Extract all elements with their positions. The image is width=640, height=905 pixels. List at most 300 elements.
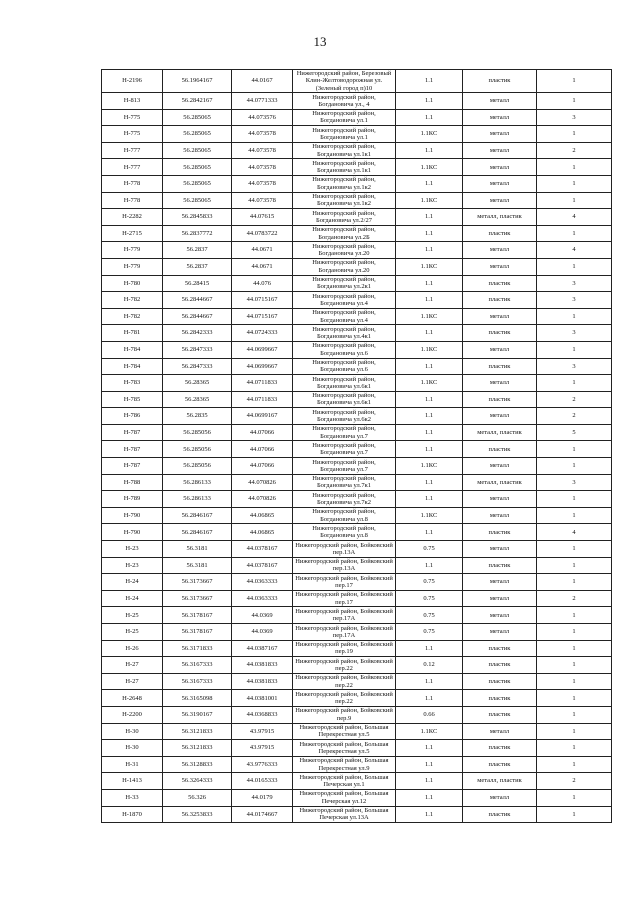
- material-cell: металл: [463, 507, 537, 524]
- site-id-cell: Н-790: [102, 507, 163, 524]
- table-row: [102, 524, 612, 541]
- count-cell: 1: [537, 175, 612, 192]
- address-cell: Нижегородский район, Богдановича ул.7: [293, 424, 396, 441]
- address-cell: Нижегородский район, Бойковский пер.13А: [293, 557, 396, 574]
- longitude-cell: 44.0381833: [232, 657, 293, 674]
- latitude-cell: 56.285056: [163, 441, 232, 458]
- address-cell: Нижегородский район, Богдановича ул.8: [293, 524, 396, 541]
- volume-cell: 0.75: [396, 541, 463, 558]
- count-cell: 1: [537, 607, 612, 624]
- material-cell: металл: [463, 175, 537, 192]
- latitude-cell: 56.3173667: [163, 574, 232, 591]
- latitude-cell: 56.285065: [163, 159, 232, 176]
- table-row: [102, 70, 612, 93]
- count-cell: 4: [537, 242, 612, 259]
- count-cell: 1: [537, 789, 612, 806]
- site-id-cell: Н-786: [102, 408, 163, 425]
- material-cell: пластик: [463, 640, 537, 657]
- volume-cell: 1.1: [396, 524, 463, 541]
- address-cell: Нижегородский район, Бойковский пер.22: [293, 657, 396, 674]
- count-cell: 1: [537, 507, 612, 524]
- material-cell: пластик: [463, 557, 537, 574]
- longitude-cell: 44.0724333: [232, 325, 293, 342]
- volume-cell: 1.1: [396, 474, 463, 491]
- volume-cell: 1.1: [396, 292, 463, 309]
- volume-cell: 1.1КС: [396, 126, 463, 143]
- table-row: [102, 706, 612, 723]
- site-id-cell: Н-783: [102, 375, 163, 392]
- longitude-cell: 44.0368833: [232, 706, 293, 723]
- latitude-cell: 56.285056: [163, 458, 232, 475]
- longitude-cell: 44.0179: [232, 789, 293, 806]
- volume-cell: 1.1КС: [396, 308, 463, 325]
- latitude-cell: 56.3181: [163, 541, 232, 558]
- volume-cell: 0.75: [396, 574, 463, 591]
- site-id-cell: Н-787: [102, 424, 163, 441]
- address-cell: Нижегородский район, Богдановича ул.1к2: [293, 175, 396, 192]
- material-cell: металл: [463, 109, 537, 126]
- material-cell: пластик: [463, 706, 537, 723]
- longitude-cell: 44.0715167: [232, 292, 293, 309]
- table-row: [102, 806, 612, 823]
- material-cell: металл: [463, 574, 537, 591]
- count-cell: 1: [537, 491, 612, 508]
- count-cell: 3: [537, 325, 612, 342]
- site-id-cell: Н-775: [102, 109, 163, 126]
- site-id-cell: Н-2282: [102, 209, 163, 226]
- latitude-cell: 56.3121833: [163, 740, 232, 757]
- table-row: [102, 109, 612, 126]
- volume-cell: 1.1: [396, 70, 463, 93]
- table-row: [102, 557, 612, 574]
- address-cell: Нижегородский район, Богдановича ул.4: [293, 308, 396, 325]
- latitude-cell: 56.2844667: [163, 308, 232, 325]
- address-cell: Нижегородский район, Богдановича ул.6: [293, 341, 396, 358]
- table-row: [102, 424, 612, 441]
- table-row: [102, 93, 612, 110]
- longitude-cell: 43.97915: [232, 723, 293, 740]
- volume-cell: 1.1: [396, 175, 463, 192]
- address-cell: Нижегородский район, Богдановича ул., 4: [293, 93, 396, 110]
- longitude-cell: 44.06865: [232, 507, 293, 524]
- table-row: [102, 673, 612, 690]
- count-cell: 2: [537, 408, 612, 425]
- count-cell: 4: [537, 209, 612, 226]
- table-row: [102, 391, 612, 408]
- material-cell: пластик: [463, 524, 537, 541]
- latitude-cell: 56.28365: [163, 375, 232, 392]
- site-id-cell: Н-784: [102, 358, 163, 375]
- container-sites-table: [101, 69, 612, 823]
- address-cell: Нижегородский район, Богдановича ул.4: [293, 292, 396, 309]
- latitude-cell: 56.286133: [163, 474, 232, 491]
- longitude-cell: 44.0167: [232, 70, 293, 93]
- address-cell: Нижегородский район, Богдановича ул.6к2: [293, 408, 396, 425]
- volume-cell: 1.1: [396, 408, 463, 425]
- latitude-cell: 56.28365: [163, 391, 232, 408]
- longitude-cell: 44.0387167: [232, 640, 293, 657]
- volume-cell: 1.1: [396, 756, 463, 773]
- longitude-cell: 44.073578: [232, 159, 293, 176]
- table-row: [102, 640, 612, 657]
- latitude-cell: 56.3190167: [163, 706, 232, 723]
- count-cell: 1: [537, 706, 612, 723]
- latitude-cell: 56.2837: [163, 258, 232, 275]
- latitude-cell: 56.3167333: [163, 657, 232, 674]
- site-id-cell: Н-787: [102, 458, 163, 475]
- latitude-cell: 56.2845833: [163, 209, 232, 226]
- material-cell: металл: [463, 142, 537, 159]
- latitude-cell: 56.285065: [163, 142, 232, 159]
- longitude-cell: 44.070826: [232, 491, 293, 508]
- volume-cell: 1.1: [396, 690, 463, 707]
- volume-cell: 1.1: [396, 209, 463, 226]
- address-cell: Нижегородский район, Богдановича ул.20: [293, 258, 396, 275]
- address-cell: Нижегородский район, Бойковский пер.13А: [293, 541, 396, 558]
- site-id-cell: Н-778: [102, 175, 163, 192]
- volume-cell: 1.1: [396, 142, 463, 159]
- volume-cell: 1.1КС: [396, 375, 463, 392]
- address-cell: Нижегородский район, Бойковский пер.9: [293, 706, 396, 723]
- address-cell: Нижегородский район, Богдановича ул.6к1: [293, 375, 396, 392]
- address-cell: Нижегородский район, Богдановича ул.6: [293, 358, 396, 375]
- volume-cell: 1.1: [396, 275, 463, 292]
- address-cell: Нижегородский район, Богдановича ул.2к1: [293, 275, 396, 292]
- table-row: [102, 175, 612, 192]
- table-row: [102, 225, 612, 242]
- volume-cell: 0.75: [396, 624, 463, 641]
- latitude-cell: 56.2847333: [163, 358, 232, 375]
- table-row: [102, 740, 612, 757]
- count-cell: 5: [537, 424, 612, 441]
- volume-cell: 0.66: [396, 706, 463, 723]
- table-row: [102, 657, 612, 674]
- material-cell: пластик: [463, 358, 537, 375]
- table-row: [102, 607, 612, 624]
- material-cell: металл: [463, 93, 537, 110]
- material-cell: пластик: [463, 292, 537, 309]
- volume-cell: 1.1КС: [396, 341, 463, 358]
- latitude-cell: 56.285065: [163, 126, 232, 143]
- count-cell: 1: [537, 159, 612, 176]
- count-cell: 1: [537, 806, 612, 823]
- latitude-cell: 56.3178167: [163, 624, 232, 641]
- latitude-cell: 56.3181: [163, 557, 232, 574]
- count-cell: 1: [537, 541, 612, 558]
- material-cell: пластик: [463, 740, 537, 757]
- longitude-cell: 44.0363333: [232, 574, 293, 591]
- latitude-cell: 56.3128833: [163, 756, 232, 773]
- volume-cell: 1.1КС: [396, 458, 463, 475]
- longitude-cell: 43.9776333: [232, 756, 293, 773]
- longitude-cell: 44.070826: [232, 474, 293, 491]
- latitude-cell: 56.2835: [163, 408, 232, 425]
- longitude-cell: 44.0711833: [232, 375, 293, 392]
- count-cell: 1: [537, 93, 612, 110]
- longitude-cell: 44.0378167: [232, 541, 293, 558]
- material-cell: металл: [463, 126, 537, 143]
- material-cell: металл: [463, 258, 537, 275]
- table-row: [102, 773, 612, 790]
- address-cell: Нижегородский район, Богдановича ул.8: [293, 507, 396, 524]
- site-id-cell: Н-24: [102, 590, 163, 607]
- volume-cell: 1.1: [396, 242, 463, 259]
- material-cell: металл: [463, 491, 537, 508]
- longitude-cell: 44.076: [232, 275, 293, 292]
- volume-cell: 1.1: [396, 673, 463, 690]
- count-cell: 1: [537, 192, 612, 209]
- address-cell: Нижегородский район, Большая Перекрестная ул.5: [293, 740, 396, 757]
- longitude-cell: 44.073578: [232, 175, 293, 192]
- table-row: [102, 441, 612, 458]
- longitude-cell: 44.0771333: [232, 93, 293, 110]
- site-id-cell: Н-782: [102, 292, 163, 309]
- table-row: [102, 541, 612, 558]
- address-cell: Нижегородский район, Богдановича ул.1к1: [293, 142, 396, 159]
- site-id-cell: Н-781: [102, 325, 163, 342]
- material-cell: металл, пластик: [463, 773, 537, 790]
- address-cell: Нижегородский район, Бойковский пер.17: [293, 574, 396, 591]
- table-row: [102, 624, 612, 641]
- site-id-cell: Н-777: [102, 142, 163, 159]
- volume-cell: 1.1: [396, 93, 463, 110]
- material-cell: пластик: [463, 225, 537, 242]
- material-cell: пластик: [463, 70, 537, 93]
- count-cell: 3: [537, 292, 612, 309]
- volume-cell: 1.1: [396, 225, 463, 242]
- address-cell: Нижегородский район, Богдановича ул.1к2: [293, 192, 396, 209]
- address-cell: Нижегородский район, Богдановича ул.4к1: [293, 325, 396, 342]
- latitude-cell: 56.3173667: [163, 590, 232, 607]
- material-cell: металл, пластик: [463, 424, 537, 441]
- material-cell: металл: [463, 789, 537, 806]
- site-id-cell: Н-23: [102, 541, 163, 558]
- table-row: [102, 308, 612, 325]
- volume-cell: 1.1КС: [396, 723, 463, 740]
- longitude-cell: 44.07066: [232, 441, 293, 458]
- address-cell: Нижегородский район, Богдановича ул.7: [293, 441, 396, 458]
- longitude-cell: 44.0174667: [232, 806, 293, 823]
- latitude-cell: 56.2837772: [163, 225, 232, 242]
- count-cell: 1: [537, 756, 612, 773]
- count-cell: 1: [537, 690, 612, 707]
- site-id-cell: Н-1413: [102, 773, 163, 790]
- latitude-cell: 56.326: [163, 789, 232, 806]
- site-id-cell: Н-790: [102, 524, 163, 541]
- material-cell: металл: [463, 341, 537, 358]
- site-id-cell: Н-2200: [102, 706, 163, 723]
- latitude-cell: 56.3171833: [163, 640, 232, 657]
- material-cell: металл: [463, 458, 537, 475]
- table-row: [102, 491, 612, 508]
- material-cell: пластик: [463, 441, 537, 458]
- material-cell: металл: [463, 607, 537, 624]
- site-id-cell: Н-30: [102, 723, 163, 740]
- volume-cell: 1.1: [396, 773, 463, 790]
- latitude-cell: 56.28415: [163, 275, 232, 292]
- count-cell: 1: [537, 126, 612, 143]
- count-cell: 3: [537, 109, 612, 126]
- site-id-cell: Н-2196: [102, 70, 163, 93]
- table-body: [102, 70, 612, 823]
- table-row: [102, 159, 612, 176]
- address-cell: Нижегородский район, Богдановича ул.2Б: [293, 225, 396, 242]
- longitude-cell: 44.0369: [232, 624, 293, 641]
- material-cell: пластик: [463, 325, 537, 342]
- latitude-cell: 56.285065: [163, 192, 232, 209]
- latitude-cell: 56.2842333: [163, 325, 232, 342]
- material-cell: металл: [463, 308, 537, 325]
- latitude-cell: 56.3253833: [163, 806, 232, 823]
- longitude-cell: 44.07615: [232, 209, 293, 226]
- latitude-cell: 56.1964167: [163, 70, 232, 93]
- count-cell: 1: [537, 624, 612, 641]
- material-cell: пластик: [463, 391, 537, 408]
- longitude-cell: 44.0711833: [232, 391, 293, 408]
- latitude-cell: 56.2844667: [163, 292, 232, 309]
- material-cell: металл: [463, 192, 537, 209]
- address-cell: Нижегородский район, Богдановича ул.7к1: [293, 474, 396, 491]
- count-cell: 3: [537, 474, 612, 491]
- site-id-cell: Н-30: [102, 740, 163, 757]
- longitude-cell: 44.07066: [232, 458, 293, 475]
- table-row: [102, 458, 612, 475]
- table-row: [102, 375, 612, 392]
- count-cell: 1: [537, 557, 612, 574]
- count-cell: 1: [537, 375, 612, 392]
- table-row: [102, 723, 612, 740]
- address-cell: Нижегородский район, Бойковский пер.17А: [293, 624, 396, 641]
- material-cell: пластик: [463, 275, 537, 292]
- longitude-cell: 44.0783722: [232, 225, 293, 242]
- latitude-cell: 56.2846167: [163, 507, 232, 524]
- site-id-cell: Н-31: [102, 756, 163, 773]
- material-cell: металл, пластик: [463, 209, 537, 226]
- longitude-cell: 44.0363333: [232, 590, 293, 607]
- longitude-cell: 44.0378167: [232, 557, 293, 574]
- site-id-cell: Н-33: [102, 789, 163, 806]
- count-cell: 1: [537, 673, 612, 690]
- address-cell: Нижегородский район, Большая Печерская ул.1: [293, 773, 396, 790]
- count-cell: 1: [537, 458, 612, 475]
- longitude-cell: 44.0699667: [232, 341, 293, 358]
- site-id-cell: Н-777: [102, 159, 163, 176]
- volume-cell: 1.1КС: [396, 192, 463, 209]
- volume-cell: 1.1: [396, 806, 463, 823]
- table-row: [102, 258, 612, 275]
- latitude-cell: 56.3167333: [163, 673, 232, 690]
- count-cell: 3: [537, 275, 612, 292]
- longitude-cell: 44.0381833: [232, 673, 293, 690]
- address-cell: Нижегородский район, Богдановича ул.7: [293, 458, 396, 475]
- site-id-cell: Н-788: [102, 474, 163, 491]
- address-cell: Нижегородский район, Березовый Клин-Желтоводорожная ул. (Зеленый город п)10: [293, 70, 396, 93]
- volume-cell: 1.1: [396, 789, 463, 806]
- latitude-cell: 56.285065: [163, 109, 232, 126]
- site-id-cell: Н-27: [102, 673, 163, 690]
- site-id-cell: Н-26: [102, 640, 163, 657]
- site-id-cell: Н-787: [102, 441, 163, 458]
- material-cell: металл: [463, 408, 537, 425]
- volume-cell: 1.1: [396, 358, 463, 375]
- site-id-cell: Н-779: [102, 258, 163, 275]
- longitude-cell: 44.07066: [232, 424, 293, 441]
- volume-cell: 0.75: [396, 590, 463, 607]
- table-row: [102, 474, 612, 491]
- address-cell: Нижегородский район, Большая Перекрестная ул.9: [293, 756, 396, 773]
- table-row: [102, 590, 612, 607]
- longitude-cell: 43.97915: [232, 740, 293, 757]
- table-row: [102, 292, 612, 309]
- longitude-cell: 44.073578: [232, 192, 293, 209]
- site-id-cell: Н-775: [102, 126, 163, 143]
- site-id-cell: Н-27: [102, 657, 163, 674]
- material-cell: металл: [463, 723, 537, 740]
- table-row: [102, 507, 612, 524]
- material-cell: металл: [463, 624, 537, 641]
- table-row: [102, 142, 612, 159]
- material-cell: металл: [463, 159, 537, 176]
- volume-cell: 1.1КС: [396, 258, 463, 275]
- site-id-cell: Н-789: [102, 491, 163, 508]
- address-cell: Нижегородский район, Большая Перекрестная ул.5: [293, 723, 396, 740]
- table-row: [102, 242, 612, 259]
- volume-cell: 1.1: [396, 424, 463, 441]
- count-cell: 2: [537, 773, 612, 790]
- volume-cell: 1.1: [396, 109, 463, 126]
- volume-cell: 0.12: [396, 657, 463, 674]
- address-cell: Нижегородский район, Бойковский пер.17А: [293, 607, 396, 624]
- address-cell: Нижегородский район, Богдановича ул.20: [293, 242, 396, 259]
- material-cell: пластик: [463, 657, 537, 674]
- longitude-cell: 44.0671: [232, 258, 293, 275]
- table-row: [102, 126, 612, 143]
- table-row: [102, 789, 612, 806]
- table-row: [102, 325, 612, 342]
- material-cell: металл: [463, 590, 537, 607]
- site-id-cell: Н-25: [102, 624, 163, 641]
- count-cell: 1: [537, 441, 612, 458]
- table-row: [102, 690, 612, 707]
- latitude-cell: 56.3178167: [163, 607, 232, 624]
- longitude-cell: 44.0381001: [232, 690, 293, 707]
- address-cell: Нижегородский район, Бойковский пер.22: [293, 690, 396, 707]
- site-id-cell: Н-785: [102, 391, 163, 408]
- longitude-cell: 44.073576: [232, 109, 293, 126]
- longitude-cell: 44.0369: [232, 607, 293, 624]
- material-cell: пластик: [463, 690, 537, 707]
- latitude-cell: 56.286133: [163, 491, 232, 508]
- site-id-cell: Н-813: [102, 93, 163, 110]
- latitude-cell: 56.2847333: [163, 341, 232, 358]
- site-id-cell: Н-780: [102, 275, 163, 292]
- table-row: [102, 275, 612, 292]
- count-cell: 2: [537, 142, 612, 159]
- material-cell: металл: [463, 242, 537, 259]
- address-cell: Нижегородский район, Богдановича ул.6к1: [293, 391, 396, 408]
- latitude-cell: 56.3165098: [163, 690, 232, 707]
- site-id-cell: Н-779: [102, 242, 163, 259]
- address-cell: Нижегородский район, Богдановича ул.1к1: [293, 159, 396, 176]
- site-id-cell: Н-778: [102, 192, 163, 209]
- volume-cell: 1.1: [396, 640, 463, 657]
- site-id-cell: Н-784: [102, 341, 163, 358]
- volume-cell: 1.1: [396, 491, 463, 508]
- count-cell: 4: [537, 524, 612, 541]
- volume-cell: 0.75: [396, 607, 463, 624]
- volume-cell: 1.1: [396, 325, 463, 342]
- site-id-cell: Н-24: [102, 574, 163, 591]
